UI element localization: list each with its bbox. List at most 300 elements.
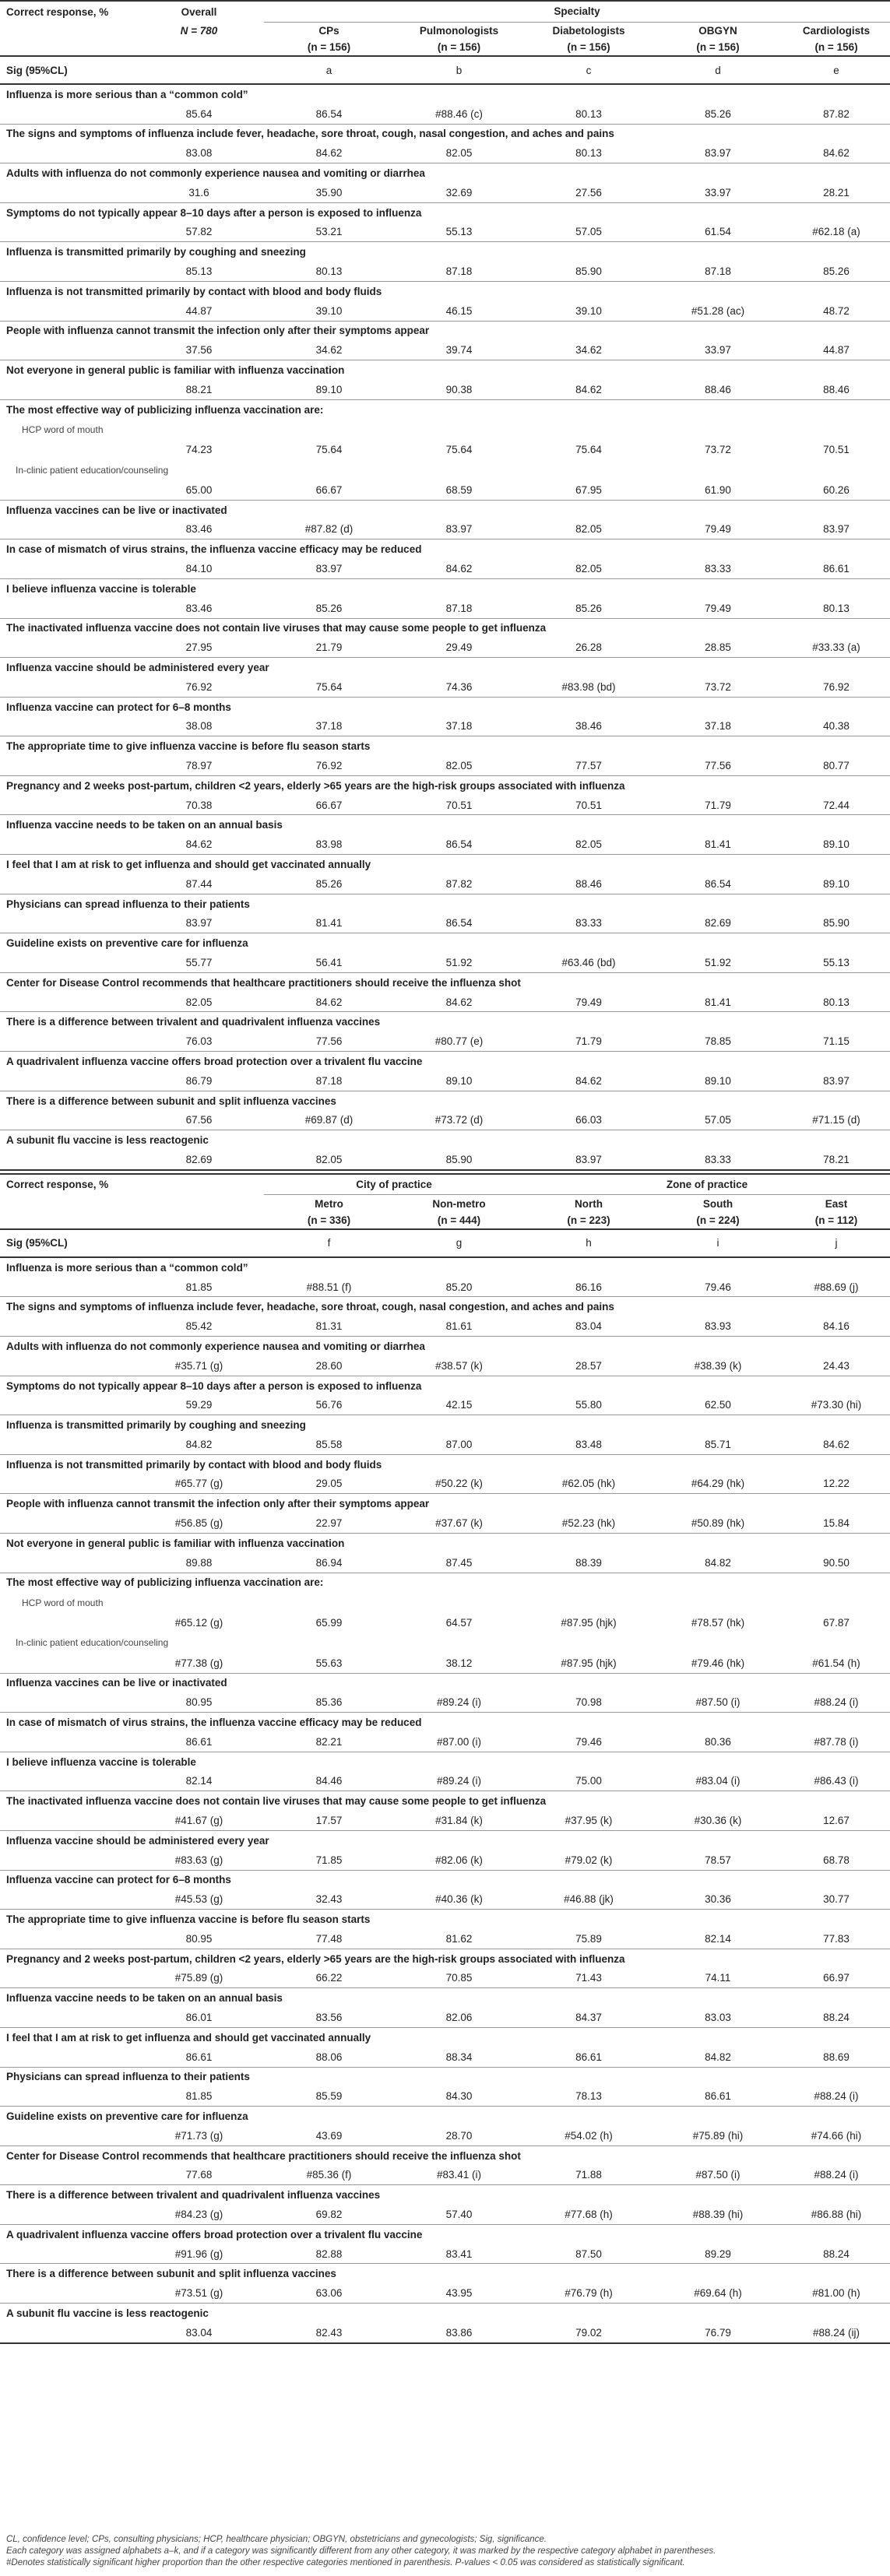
value-cell: 83.97 — [185, 917, 213, 930]
value-cell: 85.90 — [445, 1153, 473, 1165]
value-cell: 89.10 — [315, 383, 343, 395]
value-cell: #88.39 (hi) — [692, 2208, 744, 2220]
header-group-city: City of practice — [356, 1179, 432, 1191]
question-text: I believe influenza vaccine is tolerable — [6, 582, 196, 595]
value-cell: 83.04 — [185, 2326, 213, 2339]
value-cell: #50.22 (k) — [435, 1478, 483, 1490]
value-row — [0, 2047, 890, 2067]
blank-cell — [0, 1772, 134, 1791]
value-cell: 82.69 — [185, 1153, 213, 1165]
blank-cell — [0, 1031, 134, 1051]
value-cell: 80.13 — [315, 265, 343, 278]
question-text: In case of mismatch of virus strains, the influenza vaccine efficacy may be reduced — [6, 543, 422, 556]
value-cell: 80.13 — [823, 602, 850, 614]
question-text: Influenza vaccines can be live or inactivated — [6, 1677, 227, 1689]
value-cell: 70.38 — [185, 799, 213, 811]
value-cell: #73.30 (hi) — [811, 1399, 862, 1411]
value-row — [0, 2323, 890, 2343]
value-cell: #63.46 (bd) — [561, 956, 616, 968]
value-cell: 85.64 — [185, 107, 213, 120]
value-cell: 80.36 — [705, 1735, 731, 1748]
value-cell: #88.51 (f) — [306, 1281, 352, 1293]
value-cell: 73.72 — [705, 444, 731, 456]
value-row — [0, 1969, 890, 1988]
header-col: Pulmonologists — [394, 22, 524, 39]
blank-cell — [0, 1929, 134, 1949]
value-cell: 82.05 — [575, 563, 602, 575]
value-cell: 82.14 — [705, 1932, 731, 1945]
question-row — [0, 321, 890, 340]
value-cell: 80.95 — [185, 1696, 213, 1709]
value-cell: 86.61 — [823, 563, 850, 575]
value-cell: #81.00 (h) — [812, 2287, 860, 2300]
question-row — [0, 281, 890, 300]
value-cell: 80.13 — [575, 107, 602, 120]
question-row — [0, 1533, 890, 1552]
header-label: Correct response, % — [6, 1179, 109, 1191]
value-cell: 76.92 — [823, 680, 850, 693]
value-row — [0, 1811, 890, 1830]
question-row — [0, 1415, 890, 1435]
value-row — [0, 2283, 890, 2303]
value-cell: #88.24 (i) — [814, 2090, 859, 2103]
value-cell: #71.15 (d) — [812, 1114, 860, 1126]
value-cell: 85.42 — [185, 1320, 213, 1333]
value-cell: 28.85 — [705, 641, 731, 654]
value-cell: 87.18 — [315, 1074, 343, 1087]
blank-cell — [0, 2008, 134, 2027]
value-cell: 85.26 — [575, 602, 602, 614]
question-text: Influenza is transmitted primarily by coughing and sneezing — [6, 246, 306, 258]
value-cell: 29.49 — [445, 641, 473, 654]
question-text: The inactivated influenza vaccine does not contain live viruses that may cause some people to get influenza — [6, 622, 547, 634]
value-cell: #61.54 (h) — [812, 1657, 860, 1669]
value-cell: 70.98 — [575, 1696, 602, 1709]
blank-cell — [0, 953, 134, 972]
subitem-row — [0, 459, 890, 480]
value-cell: 83.33 — [705, 563, 731, 575]
blank-cell — [0, 638, 134, 657]
header-n: (n = 156) — [437, 41, 481, 53]
value-cell: 57.40 — [445, 2208, 473, 2220]
value-row — [0, 2165, 890, 2184]
value-cell: 88.46 — [823, 383, 850, 395]
header-row-2 — [0, 22, 890, 39]
question-text: Influenza vaccine needs to be taken on an annual basis — [6, 1992, 283, 2005]
question-row — [0, 1791, 890, 1811]
value-cell: 33.97 — [705, 344, 731, 357]
value-cell: #74.66 (hi) — [811, 2129, 862, 2142]
value-row — [0, 143, 890, 163]
blank-cell — [0, 1071, 134, 1091]
value-cell: 78.57 — [705, 1854, 731, 1866]
value-cell: 77.57 — [575, 759, 602, 771]
value-cell: 30.36 — [705, 1893, 731, 1906]
value-cell: #80.77 (e) — [434, 1035, 484, 1048]
header-row-2 — [0, 1195, 890, 1212]
value-row — [0, 1277, 890, 1297]
question-row — [0, 2145, 890, 2165]
value-cell: 82.43 — [315, 2326, 343, 2339]
value-cell: 82.05 — [445, 147, 473, 160]
value-cell: 86.54 — [705, 877, 731, 890]
value-cell: 87.18 — [445, 265, 473, 278]
value-cell: 78.21 — [823, 1153, 850, 1165]
question-text: Center for Disease Control recommends that healthcare practitioners should receive the influenza shot — [6, 2149, 521, 2162]
value-cell: 75.89 — [575, 1932, 602, 1945]
sig-row — [0, 56, 890, 84]
value-cell: 44.87 — [823, 344, 850, 357]
blank-cell — [0, 301, 134, 321]
value-cell: 84.62 — [445, 996, 473, 1008]
value-cell: 38.46 — [575, 720, 602, 733]
question-text: The appropriate time to give influenza vaccine is before flu season starts — [6, 1914, 371, 1926]
value-cell: 88.06 — [315, 2051, 343, 2063]
value-cell: 34.62 — [575, 344, 602, 357]
question-row — [0, 1910, 890, 1929]
value-cell: 65.00 — [185, 483, 213, 496]
value-cell: 40.38 — [823, 720, 850, 733]
value-cell: 88.24 — [823, 2012, 850, 2023]
value-cell: 64.57 — [445, 1617, 473, 1629]
value-row — [0, 440, 890, 459]
question-text: Influenza vaccine can protect for 6–8 months — [6, 701, 231, 713]
blank-cell — [0, 913, 134, 933]
blank-cell — [0, 520, 134, 539]
value-cell: 71.79 — [575, 1035, 602, 1048]
value-cell: 87.82 — [823, 107, 850, 120]
blank-cell — [0, 2086, 134, 2106]
value-cell: #33.33 (a) — [812, 641, 860, 654]
question-text: Influenza is not transmitted primarily by contact with blood and body fluids — [6, 285, 382, 297]
blank-cell — [0, 677, 134, 697]
question-text: There is a difference between trivalent and quadrivalent influenza vaccines — [6, 2189, 381, 2202]
question-row — [0, 1752, 890, 1771]
value-cell: 12.22 — [823, 1478, 850, 1490]
value-cell: #88.24 (i) — [814, 1696, 859, 1709]
value-cell: 84.16 — [823, 1320, 850, 1333]
value-cell: 56.41 — [315, 956, 343, 968]
header-label: Correct response, % — [6, 5, 109, 18]
value-row — [0, 1150, 890, 1170]
question-row — [0, 2107, 890, 2126]
question-text: There is a difference between subunit and split influenza vaccines — [6, 1095, 336, 1107]
question-row — [0, 1297, 890, 1316]
value-row — [0, 1929, 890, 1949]
value-cell: 87.45 — [445, 1556, 473, 1569]
value-cell: 73.72 — [705, 680, 731, 693]
subitem-label: In-clinic patient education/counseling — [16, 464, 169, 476]
header-col: East — [783, 1195, 890, 1212]
value-cell: 39.10 — [575, 304, 602, 317]
question-row — [0, 2185, 890, 2205]
question-text: People with influenza cannot transmit the infection only after their symptoms appear — [6, 325, 430, 337]
value-cell: 83.33 — [705, 1153, 731, 1165]
value-cell: 28.21 — [823, 186, 850, 199]
value-cell: 82.21 — [315, 1735, 343, 1748]
value-cell: 84.62 — [315, 996, 343, 1008]
practice-table — [0, 1173, 890, 2344]
sig-letter: b — [456, 64, 463, 76]
value-cell: 87.44 — [185, 877, 213, 890]
question-row — [0, 399, 890, 419]
question-text: Physicians can spread influenza to their patients — [6, 2071, 250, 2083]
value-cell: 85.26 — [705, 107, 731, 120]
header-row-3 — [0, 1212, 890, 1229]
value-cell: #30.36 (k) — [694, 1815, 742, 1827]
value-cell: 69.82 — [315, 2208, 343, 2220]
header-col: OBGYN — [653, 22, 783, 39]
question-text: Adults with influenza do not commonly experience nausea and vomiting or diarrhea — [6, 167, 425, 180]
header-col: Non-metro — [394, 1195, 524, 1212]
header-col: Metro — [264, 1195, 394, 1212]
value-cell: 84.37 — [575, 2012, 602, 2023]
value-cell: #37.67 (k) — [435, 1517, 483, 1530]
blank-cell — [0, 2047, 134, 2067]
value-cell: 61.90 — [705, 483, 731, 496]
header-col: Diabetologists — [524, 22, 653, 39]
value-cell: 32.43 — [315, 1893, 343, 1906]
value-cell: 88.46 — [575, 877, 602, 890]
value-cell: #41.67 (g) — [174, 1815, 223, 1827]
sig-letter: h — [586, 1237, 592, 1249]
subitem-row — [0, 420, 890, 441]
value-cell: 83.93 — [705, 1320, 731, 1333]
blank-cell — [0, 1435, 134, 1454]
question-text: Guideline exists on preventive care for influenza — [6, 2110, 248, 2122]
value-cell: #87.82 (d) — [304, 523, 354, 536]
question-text: In case of mismatch of virus strains, the influenza vaccine efficacy may be reduced — [6, 1717, 422, 1729]
question-row — [0, 972, 890, 992]
subitem-label: HCP word of mouth — [22, 1597, 104, 1608]
value-cell: 84.82 — [185, 1438, 213, 1450]
value-cell: #65.77 (g) — [174, 1478, 223, 1490]
value-cell: #83.04 (i) — [695, 1775, 740, 1787]
value-cell: 83.08 — [185, 147, 213, 160]
value-cell: 63.06 — [315, 2287, 343, 2300]
question-text: Influenza vaccine should be administered every year — [6, 1834, 269, 1847]
value-cell: 87.18 — [445, 602, 473, 614]
question-text: I believe influenza vaccine is tolerable — [6, 1755, 196, 1768]
value-cell: 86.94 — [315, 1556, 343, 1569]
question-row — [0, 1091, 890, 1110]
value-cell: 38.12 — [445, 1657, 473, 1669]
question-text: Not everyone in general public is familiar with influenza vaccination — [6, 1537, 345, 1549]
question-row — [0, 2264, 890, 2283]
value-cell: 71.15 — [823, 1035, 850, 1048]
value-cell: #50.89 (hk) — [691, 1517, 745, 1530]
value-row — [0, 1435, 890, 1454]
value-row — [0, 638, 890, 657]
value-cell: 82.05 — [185, 996, 213, 1008]
header-col: Cardiologists — [783, 22, 890, 39]
blank-cell — [0, 1692, 134, 1712]
value-cell: 71.43 — [575, 1972, 602, 1984]
value-cell: 80.13 — [823, 996, 850, 1008]
value-cell: 56.76 — [315, 1399, 343, 1411]
question-row — [0, 1830, 890, 1850]
blank-cell — [0, 2165, 134, 2184]
value-row — [0, 2126, 890, 2145]
value-row — [0, 1316, 890, 1336]
question-text: I feel that I am at risk to get influenza and should get vaccinated annually — [6, 858, 371, 870]
value-cell: 21.79 — [315, 641, 343, 654]
value-cell: 78.85 — [705, 1035, 731, 1048]
value-cell: 79.02 — [575, 2326, 602, 2339]
value-cell: #86.88 (hi) — [811, 2208, 862, 2220]
value-cell: 46.15 — [445, 304, 473, 317]
value-cell: 88.34 — [445, 2051, 473, 2063]
value-cell: #88.46 (c) — [435, 107, 483, 120]
question-text: Influenza vaccines can be live or inactivated — [6, 504, 227, 516]
value-cell: 84.62 — [185, 838, 213, 851]
value-cell: 89.10 — [823, 877, 850, 890]
header-col: North — [524, 1195, 653, 1212]
value-cell: 83.97 — [445, 523, 473, 536]
value-row — [0, 183, 890, 202]
value-cell: #73.72 (d) — [434, 1114, 484, 1126]
value-cell: 80.77 — [823, 759, 850, 771]
value-cell: 66.97 — [823, 1972, 850, 1984]
value-row — [0, 717, 890, 736]
value-cell: 75.64 — [575, 444, 602, 456]
value-cell: 33.97 — [705, 186, 731, 199]
value-cell: #40.36 (k) — [435, 1893, 483, 1906]
value-cell: 76.79 — [705, 2326, 731, 2339]
question-text: Physicians can spread influenza to their patients — [6, 898, 250, 910]
value-cell: 39.74 — [445, 344, 473, 357]
value-cell: 74.36 — [445, 680, 473, 693]
question-text: There is a difference between subunit and split influenza vaccines — [6, 2268, 336, 2280]
value-cell: 87.18 — [705, 265, 731, 278]
blank-cell — [0, 223, 134, 242]
sig-letter: j — [835, 1237, 838, 1249]
value-cell: 83.56 — [315, 2012, 343, 2023]
blank-cell — [0, 756, 134, 775]
value-cell: 79.49 — [705, 523, 731, 536]
value-cell: 86.61 — [705, 2090, 731, 2103]
value-cell: 65.99 — [315, 1617, 343, 1629]
header-n: (n = 224) — [696, 1214, 740, 1226]
value-cell: 79.46 — [705, 1281, 731, 1293]
blank-cell — [0, 440, 134, 459]
value-cell: #54.02 (h) — [565, 2129, 613, 2142]
value-cell: 26.28 — [575, 641, 602, 654]
value-cell: 85.71 — [705, 1438, 731, 1450]
blank-cell — [0, 183, 134, 202]
value-row — [0, 756, 890, 775]
blank-cell — [0, 1732, 134, 1752]
blank-cell — [0, 835, 134, 854]
value-cell: 83.48 — [575, 1438, 602, 1450]
blank-cell — [0, 1395, 134, 1415]
value-cell: 83.97 — [705, 147, 731, 160]
value-cell: 88.46 — [705, 383, 731, 395]
question-text: Influenza vaccine can protect for 6–8 months — [6, 1874, 231, 1886]
value-row — [0, 2086, 890, 2106]
sig-label: Sig (95%CL) — [6, 1237, 68, 1249]
question-row — [0, 933, 890, 953]
value-cell: #83.63 (g) — [174, 1854, 223, 1866]
value-cell: 84.82 — [705, 2051, 731, 2063]
value-cell: 48.72 — [823, 304, 850, 317]
value-cell: 80.13 — [575, 147, 602, 160]
value-cell: 35.90 — [315, 186, 343, 199]
value-cell: 90.50 — [823, 1556, 850, 1569]
subitem-row — [0, 1632, 890, 1653]
header-n: (n = 112) — [814, 1214, 858, 1226]
value-cell: 31.6 — [188, 186, 209, 199]
header-group-zone: Zone of practice — [666, 1179, 748, 1191]
value-cell: 88.21 — [185, 383, 213, 395]
value-cell: #64.29 (hk) — [691, 1478, 745, 1490]
value-cell: 59.29 — [185, 1399, 213, 1411]
question-row — [0, 1988, 890, 2008]
footnote-abbreviations: CL, confidence level; CPs, consulting physicians; HCP, healthcare physician; OBGYN, obstetricians and gynecologists; Sig, significance. — [6, 2535, 547, 2544]
header-col: CPs — [264, 22, 394, 39]
question-text: Not everyone in general public is familiar with influenza vaccination — [6, 364, 345, 377]
value-cell: 84.62 — [575, 1074, 602, 1087]
value-cell: 28.57 — [575, 1359, 602, 1372]
value-cell: 51.92 — [445, 956, 473, 968]
value-cell: 83.46 — [185, 523, 213, 536]
value-cell: #83.98 (bd) — [561, 680, 616, 693]
question-row — [0, 736, 890, 756]
header-n: (n = 156) — [814, 41, 858, 53]
value-cell: 90.38 — [445, 383, 473, 395]
value-cell: 84.62 — [823, 147, 850, 160]
question-text: Center for Disease Control recommends that healthcare practitioners should receive the influenza shot — [6, 976, 521, 989]
value-cell: 88.39 — [575, 1556, 602, 1569]
value-cell: 87.50 — [575, 2247, 602, 2260]
question-row — [0, 658, 890, 677]
question-text: I feel that I am at risk to get influenza and should get vaccinated annually — [6, 2031, 371, 2044]
blank-cell — [0, 1811, 134, 1830]
value-cell: 67.56 — [185, 1114, 213, 1126]
question-text: People with influenza cannot transmit the infection only after their symptoms appear — [6, 1498, 430, 1510]
value-cell: #76.79 (h) — [565, 2287, 613, 2300]
value-cell: 89.10 — [823, 838, 850, 851]
value-cell: #91.96 (g) — [174, 2247, 223, 2260]
value-cell: 82.88 — [315, 2247, 343, 2260]
value-cell: 83.03 — [705, 2012, 731, 2023]
sig-letter: d — [715, 64, 721, 76]
header-blank — [134, 1195, 264, 1212]
value-cell: 75.64 — [445, 444, 473, 456]
value-row — [0, 1031, 890, 1051]
question-text: Guideline exists on preventive care for influenza — [6, 937, 248, 950]
question-row — [0, 697, 890, 716]
value-cell: 75.64 — [315, 680, 343, 693]
value-cell: 34.62 — [315, 344, 343, 357]
value-cell: 61.54 — [705, 226, 731, 238]
value-row — [0, 913, 890, 933]
blank-cell — [0, 2244, 134, 2264]
value-cell: 27.56 — [575, 186, 602, 199]
value-cell: #51.28 (ac) — [691, 304, 745, 317]
blank-cell — [0, 1889, 134, 1909]
value-row — [0, 599, 890, 618]
value-cell: 38.08 — [185, 720, 213, 733]
value-row — [0, 301, 890, 321]
value-cell: 15.84 — [823, 1517, 850, 1530]
value-cell: 75.64 — [315, 444, 343, 456]
question-row — [0, 500, 890, 519]
question-row — [0, 1713, 890, 1732]
value-cell: 85.26 — [315, 877, 343, 890]
value-cell: #35.71 (g) — [174, 1359, 223, 1372]
value-cell: 83.33 — [575, 917, 602, 930]
